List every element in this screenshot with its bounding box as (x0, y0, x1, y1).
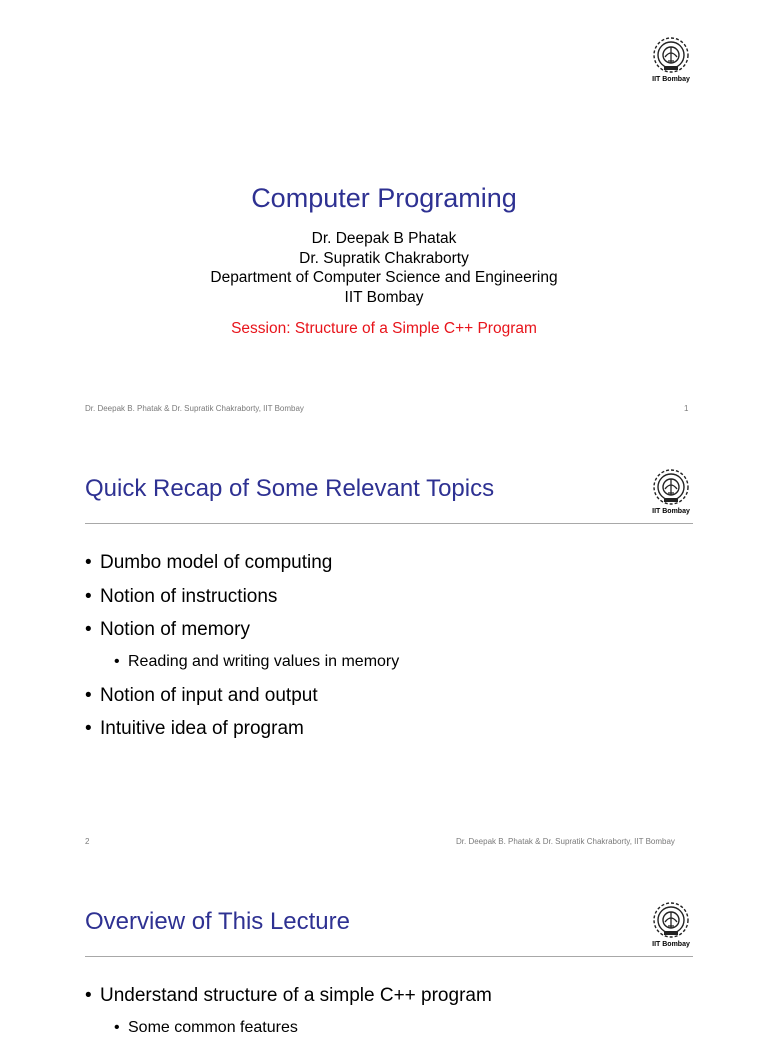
logo-label: IIT Bombay (652, 508, 690, 515)
iit-bombay-emblem-icon (651, 900, 691, 940)
author-line: Dr. Deepak B Phatak (311, 230, 457, 247)
bullet-list (85, 550, 399, 750)
slide-2 (0, 432, 768, 856)
iit-bombay-emblem-icon (651, 35, 691, 75)
bullet-item: • Notion of input and output (85, 683, 399, 717)
slide-3 (0, 866, 768, 1036)
bullet-item: • Understand structure of a simple C++ program (85, 983, 492, 1017)
footer-credit: Dr. Deepak B. Phatak & Dr. Supratik Chakraborty, IIT Bombay (85, 404, 304, 413)
sub-bullet-item: • Reading and writing values in memory (85, 651, 399, 683)
slide-1 (0, 0, 768, 430)
institute-line: IIT Bombay (344, 288, 424, 306)
title-divider (85, 956, 693, 957)
bullet-item: • Dumbo model of computing (85, 550, 399, 584)
bullet-item: • Notion of memory (85, 617, 399, 651)
slide-title: Overview of This Lecture (85, 908, 350, 935)
logo-label: IIT Bombay (652, 941, 690, 948)
iit-bombay-emblem-icon (651, 467, 691, 507)
slide-title: Quick Recap of Some Relevant Topics (85, 475, 495, 502)
footer-credit: Dr. Deepak B. Phatak & Dr. Supratik Chakraborty, IIT Bombay (456, 837, 675, 846)
session-title: Session: Structure of a Simple C++ Program (231, 320, 537, 337)
author-line: Dr. Supratik Chakraborty (299, 249, 469, 267)
iit-bombay-logo (645, 900, 697, 949)
logo-label: IIT Bombay (652, 76, 690, 83)
bullet-list (85, 983, 492, 1049)
bullet-item: • Notion of instructions (85, 584, 399, 618)
title-divider (85, 523, 693, 524)
sub-bullet-item: • Some common features (85, 1017, 492, 1049)
department-line: Department of Computer Science and Engineering (210, 269, 558, 286)
author-block (0, 229, 768, 307)
page-number: 1 (684, 404, 689, 413)
bullet-item: • Intuitive idea of program (85, 716, 399, 750)
slide-title: Computer Programing (251, 183, 517, 213)
iit-bombay-logo (645, 467, 697, 516)
page-number: 2 (85, 837, 90, 846)
iit-bombay-logo (645, 35, 697, 84)
